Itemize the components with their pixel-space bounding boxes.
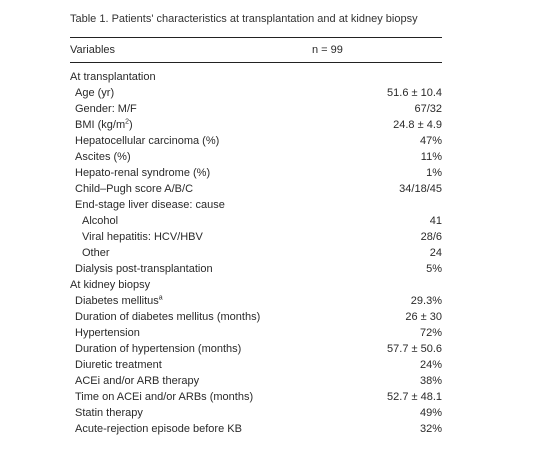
row-value: 11% <box>420 151 442 163</box>
row-label: ACEi and/or ARB therapy <box>75 375 200 387</box>
row-value: 52.7 ± 48.1 <box>387 391 442 403</box>
table-row <box>70 101 442 117</box>
row-label: Duration of diabetes mellitus (months) <box>75 311 261 323</box>
header-n: n = 99 <box>312 44 343 56</box>
table-row <box>70 421 442 437</box>
row-label-superscript: 2 <box>125 118 130 126</box>
table-body <box>70 69 442 437</box>
row-label: Diuretic treatment <box>75 359 162 371</box>
row-value: 5% <box>426 263 442 275</box>
row-label: Other <box>82 247 110 259</box>
table-row <box>70 165 442 181</box>
row-label: Hypertension <box>75 327 140 339</box>
table-header <box>70 38 442 62</box>
section-title: At transplantation <box>70 71 156 83</box>
table-row <box>70 341 442 357</box>
header-rule <box>70 62 442 63</box>
row-value: 72% <box>419 327 442 339</box>
section-heading <box>70 277 442 293</box>
row-label: Dialysis post-transplantation <box>75 263 213 275</box>
row-value: 26 ± 30 <box>405 311 442 323</box>
table-row <box>70 309 442 325</box>
row-value: 28/6 <box>420 231 442 243</box>
row-value: 24% <box>419 359 442 371</box>
table-row <box>70 229 442 245</box>
row-value: 38% <box>419 375 442 387</box>
section-title: At kidney biopsy <box>70 279 151 291</box>
table-caption: Table 1. Patients' characteristics at transplantation and at kidney biopsy <box>70 13 418 25</box>
row-value: 57.7 ± 50.6 <box>387 343 442 355</box>
section-heading <box>70 69 442 85</box>
row-value: 34/18/45 <box>399 183 442 195</box>
table-row <box>70 117 442 133</box>
row-label: Child–Pugh score A/B/C <box>75 183 194 195</box>
row-value: 51.6 ± 10.4 <box>387 87 442 99</box>
row-label: Diabetes mellitus$^a$ <box>75 294 163 307</box>
row-label: Age (yr) <box>75 87 115 99</box>
row-label-superscript: a <box>158 294 163 302</box>
table-row <box>70 85 442 101</box>
row-label: Ascites (%) <box>75 151 131 163</box>
row-label: BMI $(kg/m^2)$ <box>75 118 133 131</box>
row-label: Statin therapy <box>75 407 143 419</box>
row-value: 29.3% <box>410 295 442 307</box>
row-label: Time on ACEi and/or ARBs (months) <box>75 391 254 403</box>
row-label: Viral hepatitis: HCV/HBV <box>82 231 203 243</box>
row-value: 47% <box>419 135 442 147</box>
table-row <box>70 389 442 405</box>
table-row <box>70 405 442 421</box>
table-row <box>70 149 442 165</box>
row-value: 24.8 ± 4.9 <box>393 119 442 131</box>
row-label: Alcohol <box>82 215 119 227</box>
row-value: 24 <box>429 247 442 259</box>
row-value: 1% <box>426 167 442 179</box>
row-value: 41 <box>429 215 442 227</box>
row-label: Hepatocellular carcinoma (%) <box>75 135 220 147</box>
row-label: End-stage liver disease: cause <box>75 199 225 211</box>
table-row <box>70 357 442 373</box>
table-row <box>70 213 442 229</box>
header-variables: Variables <box>70 44 116 56</box>
patient-characteristics-table <box>70 12 442 437</box>
table-row <box>70 325 442 341</box>
table-row <box>70 261 442 277</box>
table-row <box>70 181 442 197</box>
table-row <box>70 293 442 309</box>
row-value: 49% <box>419 407 442 419</box>
row-label: Gender: M/F <box>75 103 137 115</box>
row-value: 32% <box>419 423 442 435</box>
row-label: Acute-rejection episode before KB <box>75 423 242 435</box>
table-row <box>70 373 442 389</box>
table-row <box>70 245 442 261</box>
row-label: Hepato-renal syndrome (%) <box>75 167 211 179</box>
row-label: Duration of hypertension (months) <box>75 343 242 355</box>
table-row <box>70 133 442 149</box>
table-row <box>70 197 442 213</box>
row-value: 67/32 <box>414 103 442 115</box>
